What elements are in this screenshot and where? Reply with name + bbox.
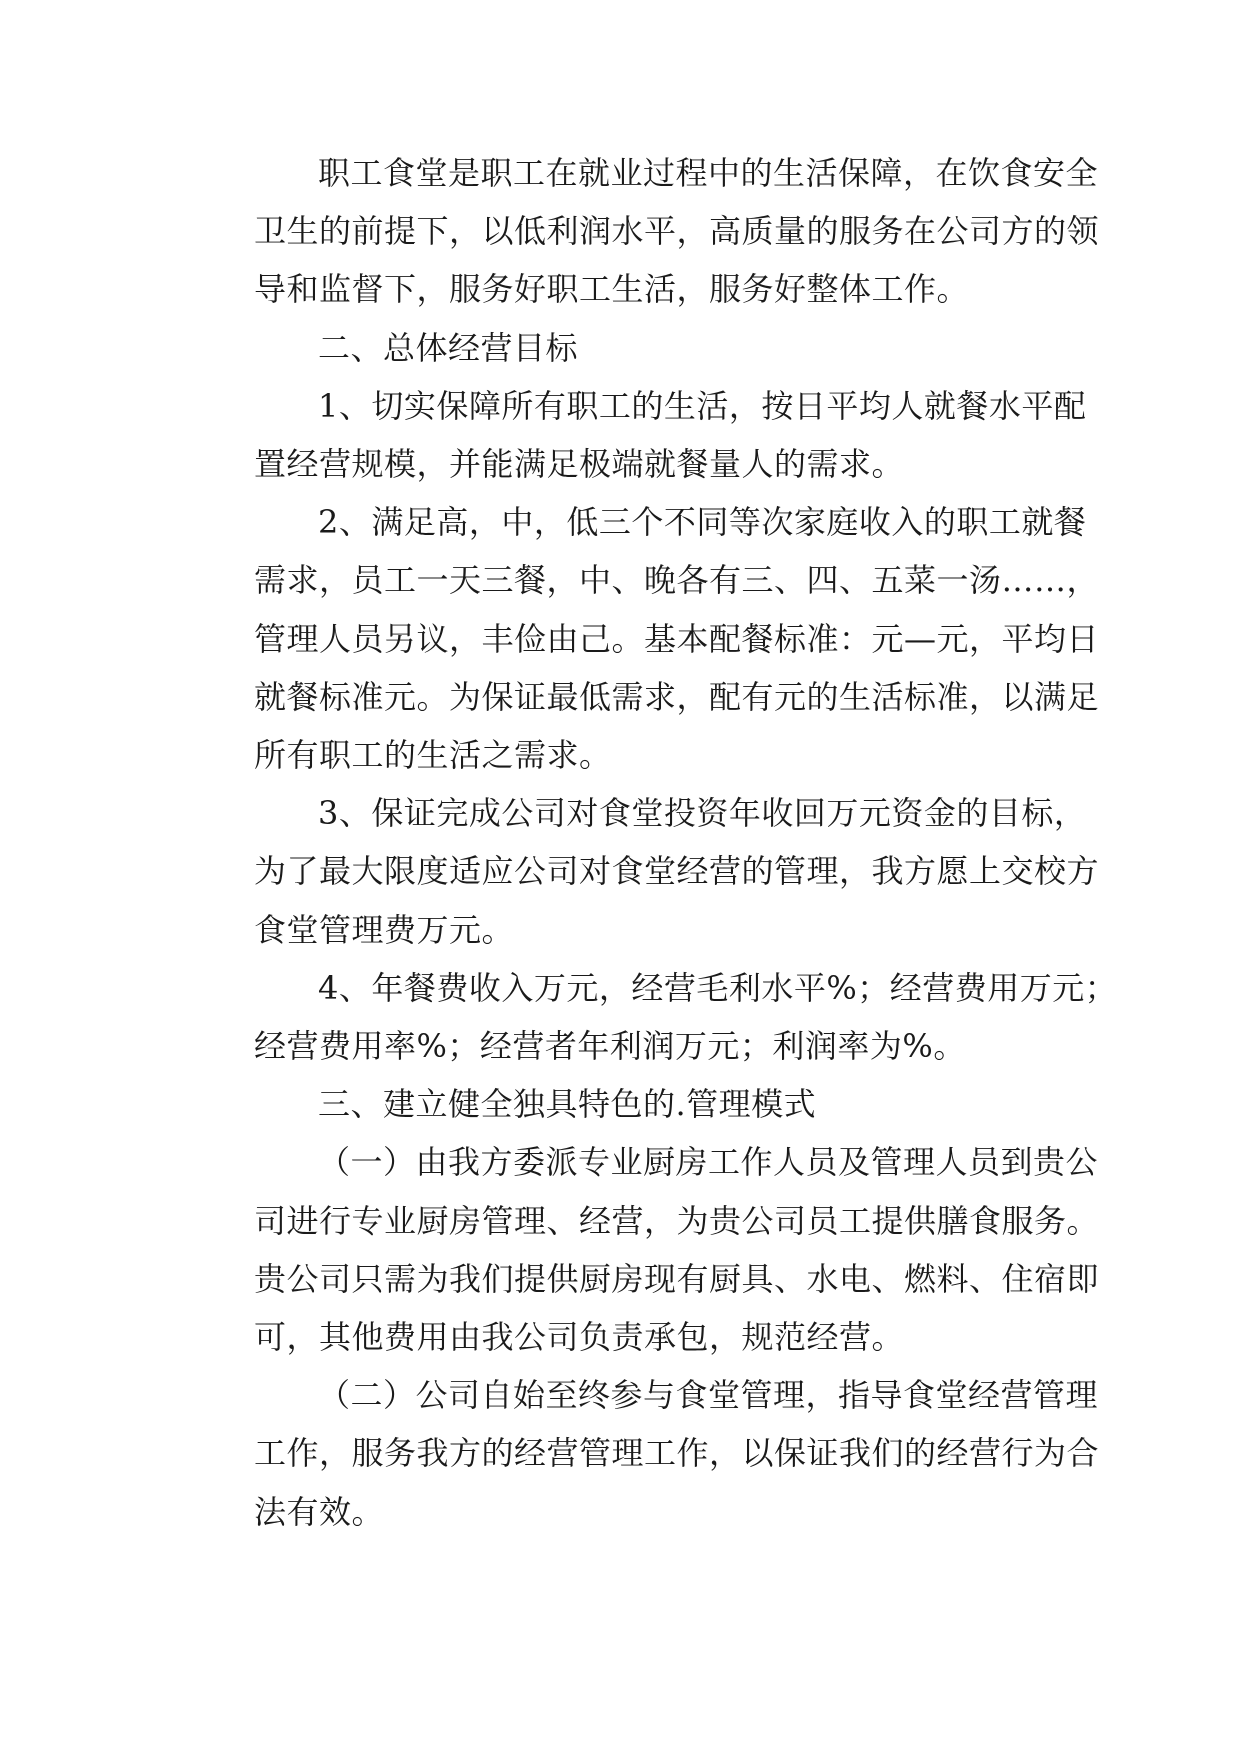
- text-line: 卫生的前提下，以低利润水平，高质量的服务在公司方的领: [254, 212, 1100, 251]
- text-line: 2、满足高，中，低三个不同等次家庭收入的职工就餐: [318, 503, 1087, 542]
- text-line: 4、年餐费收入万元，经营毛利水平%；经营费用万元；: [318, 968, 1118, 1007]
- paragraph-sub-2: [190, 1366, 1100, 1541]
- heading-line: 二、总体经营目标: [318, 328, 579, 367]
- text-line: 需求，员工一天三餐，中、晚各有三、四、五菜一汤……，: [254, 561, 1100, 600]
- text-line: 3、保证完成公司对食堂投资年收回万元资金的目标，: [318, 794, 1087, 833]
- heading-line: 三、建立健全独具特色的.管理模式: [318, 1085, 817, 1124]
- text-line: 置经营规模，并能满足极端就餐量人的需求。: [254, 445, 905, 484]
- text-line: 食堂管理费万元。: [254, 910, 515, 949]
- text-line: 导和监督下，服务好职工生活，服务好整体工作。: [254, 270, 970, 309]
- text-line: 1、切实保障所有职工的生活，按日平均人就餐水平配: [318, 386, 1087, 425]
- paragraph-item-2: [190, 493, 1100, 784]
- text-line: （一）由我方委派专业厨房工作人员及管理人员到贵公: [318, 1143, 1099, 1182]
- text-line: 为了最大限度适应公司对食堂经营的管理，我方愿上交校方: [254, 852, 1100, 891]
- text-line: 可，其他费用由我公司负责承包，规范经营。: [254, 1318, 905, 1357]
- text-line: 工作，服务我方的经营管理工作，以保证我们的经营行为合: [254, 1434, 1100, 1473]
- text-line: 经营费用率%；经营者年利润万元；利润率为%。: [254, 1027, 966, 1066]
- text-line: 所有职工的生活之需求。: [254, 736, 612, 775]
- text-line: 管理人员另议，丰俭由己。基本配餐标准：元—元，平均日: [254, 619, 1100, 658]
- text-line: 贵公司只需为我们提供厨房现有厨具、水电、燃料、住宿即: [254, 1259, 1100, 1298]
- paragraph-item-3: [190, 784, 1100, 959]
- paragraph-intro: [190, 144, 1100, 319]
- paragraph-item-4: [190, 959, 1118, 1075]
- text-line: 就餐标准元。为保证最低需求，配有元的生活标准，以满足: [254, 677, 1100, 716]
- document-page: [190, 144, 1118, 1541]
- text-line: （二）公司自始至终参与食堂管理，指导食堂经营管理: [318, 1376, 1099, 1415]
- paragraph-item-1: [190, 377, 1087, 493]
- paragraph-sub-1: [190, 1133, 1100, 1366]
- section-heading-2: [190, 319, 1066, 377]
- text-line: 法有效。: [254, 1492, 385, 1531]
- section-heading-3: [190, 1075, 1066, 1133]
- text-line: 职工食堂是职工在就业过程中的生活保障，在饮食安全: [318, 154, 1099, 192]
- text-line: 司进行专业厨房管理、经营，为贵公司员工提供膳食服务。: [254, 1201, 1100, 1240]
